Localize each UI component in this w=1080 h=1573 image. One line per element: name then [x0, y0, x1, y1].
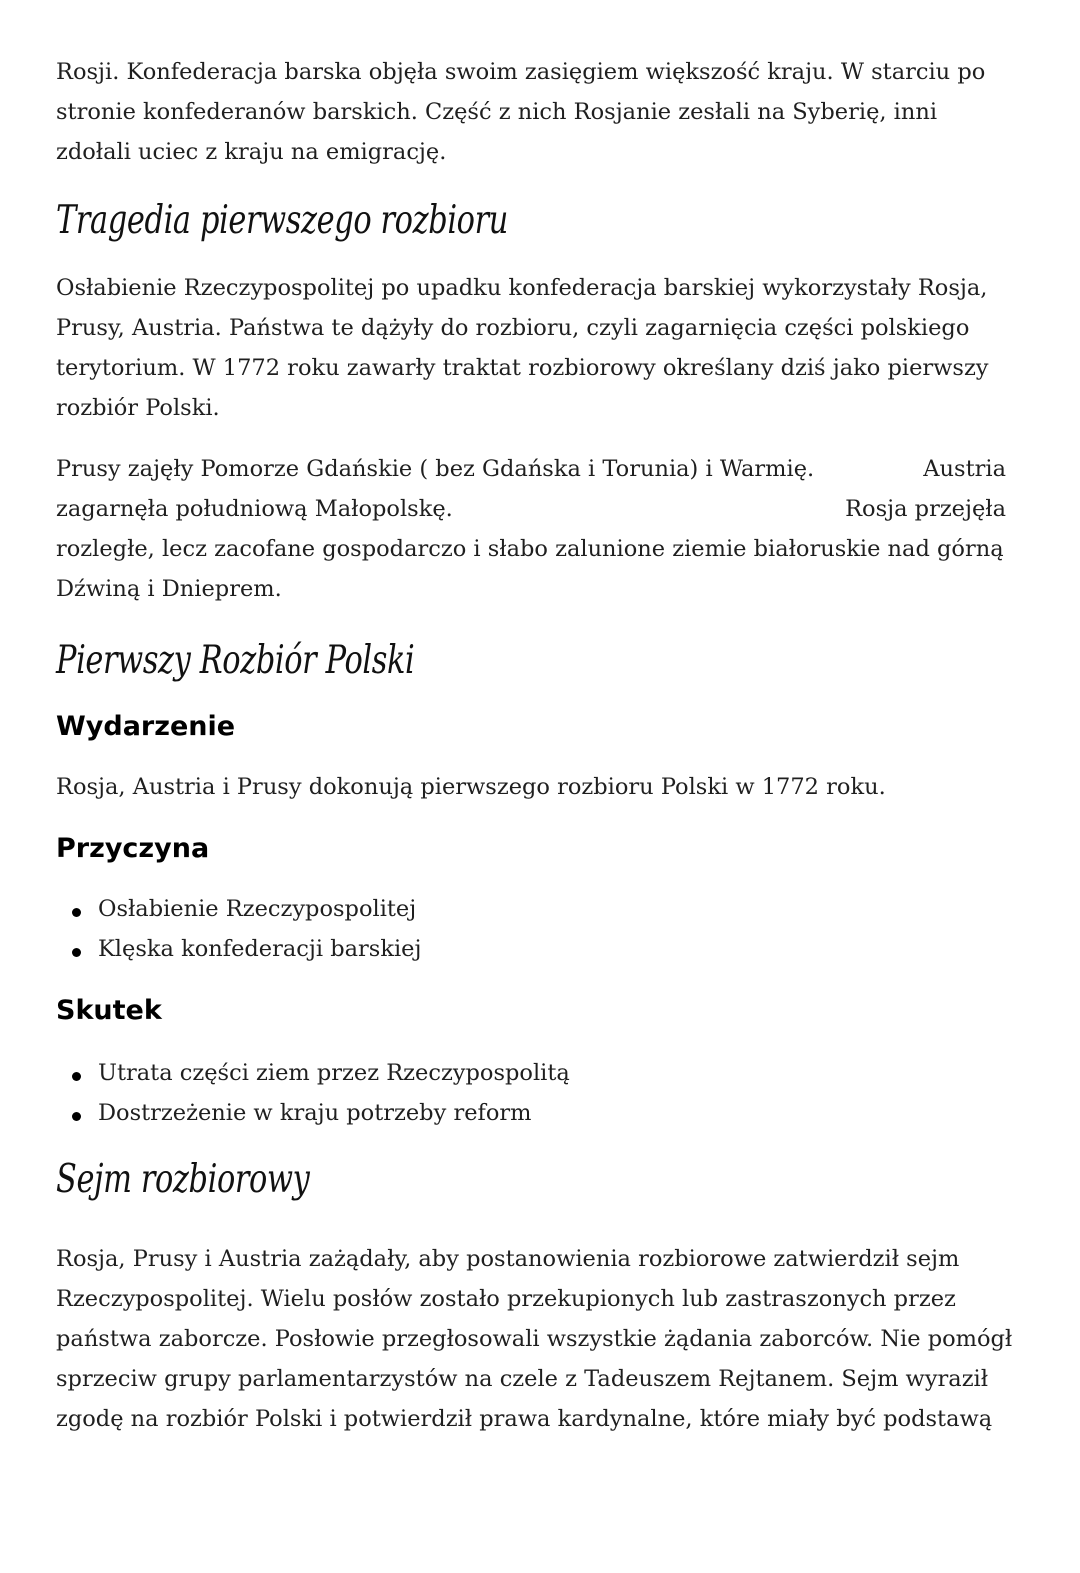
list-item-text: Dostrzeżenie w kraju potrzeby reform: [98, 1100, 532, 1126]
text-line: Dźwiną i Dnieprem.: [56, 576, 282, 602]
document-page: [56, 52, 1036, 1439]
section1-partition-paragraph: [56, 449, 1006, 609]
effect-heading: Skutek: [56, 995, 162, 1026]
bullet-icon: [72, 1112, 81, 1121]
list-item: [56, 889, 1036, 929]
text-line: zgodę na rozbiór Polski i potwierdził prawa kardynalne, które miały być podstawą: [56, 1406, 993, 1432]
section1-paragraph: [56, 268, 1036, 428]
list-item: [56, 1053, 1036, 1093]
text-line: Rosji. Konfederacja barska objęła swoim zasięgiem większość kraju. W starciu po: [56, 59, 986, 85]
list-item-text: Utrata części ziem przez Rzeczypospolitą: [98, 1060, 570, 1086]
event-heading: Wydarzenie: [56, 711, 236, 742]
list-item-text: Osłabienie Rzeczypospolitej: [98, 896, 417, 922]
text-line: państwa zaborcze. Posłowie przegłosowali wszystkie żądania zaborców. Nie pomógł: [56, 1326, 1013, 1352]
text-fragment: zagarnęła południową Małopolskę.: [56, 496, 453, 522]
bullet-icon: [72, 948, 81, 957]
text-fragment: Rosja przejęła: [845, 496, 1006, 522]
intro-paragraph: [56, 52, 1036, 172]
text-line: rozbiór Polski.: [56, 395, 220, 421]
text-line: [56, 449, 1006, 489]
list-item-text: Klęska konfederacji barskiej: [98, 936, 422, 962]
text-line: Rosja, Prusy i Austria zażądały, aby postanowienia rozbiorowe zatwierdził sejm: [56, 1246, 960, 1272]
text-line: Rzeczypospolitej. Wielu posłów zostało przekupionych lub zastraszonych przez: [56, 1286, 956, 1312]
cause-list: [56, 889, 1036, 969]
bullet-icon: [72, 1072, 81, 1081]
text-line: rozległe, lecz zacofane gospodarczo i słabo zalunione ziemie białoruskie nad górną: [56, 536, 1004, 562]
text-fragment: Prusy zajęły Pomorze Gdańskie ( bez Gdańska i Torunia) i Warmię.: [56, 456, 815, 482]
section3-paragraph: [56, 1239, 1036, 1439]
cause-heading: Przyczyna: [56, 833, 210, 864]
event-text: Rosja, Austria i Prusy dokonują pierwszego rozbioru Polski w 1772 roku.: [56, 774, 886, 800]
text-line: zdołali uciec z kraju na emigrację.: [56, 139, 447, 165]
section-heading-pierwszy-rozbior: Pierwszy Rozbiór Polski: [56, 638, 415, 683]
text-line: Prusy, Austria. Państwa te dążyły do rozbioru, czyli zagarnięcia części polskiego: [56, 315, 970, 341]
text-line: Osłabienie Rzeczypospolitej po upadku konfederacja barskiej wykorzystały Rosja,: [56, 275, 988, 301]
list-item: [56, 1093, 1036, 1133]
section-heading-sejm-rozbiorowy: Sejm rozbiorowy: [56, 1157, 310, 1202]
text-line: sprzeciw grupy parlamentarzystów na czele z Tadeuszem Rejtanem. Sejm wyraził: [56, 1366, 989, 1392]
section-heading-tragedia: Tragedia pierwszego rozbioru: [56, 198, 508, 243]
list-item: [56, 929, 1036, 969]
text-line: [56, 489, 1006, 529]
effect-list: [56, 1053, 1036, 1133]
bullet-icon: [72, 908, 81, 917]
text-line: stronie konfederanów barskich. Część z nich Rosjanie zesłali na Syberię, inni: [56, 99, 938, 125]
text-fragment: Austria: [923, 456, 1006, 482]
text-line: terytorium. W 1772 roku zawarły traktat rozbiorowy określany dziś jako pierwszy: [56, 355, 989, 381]
